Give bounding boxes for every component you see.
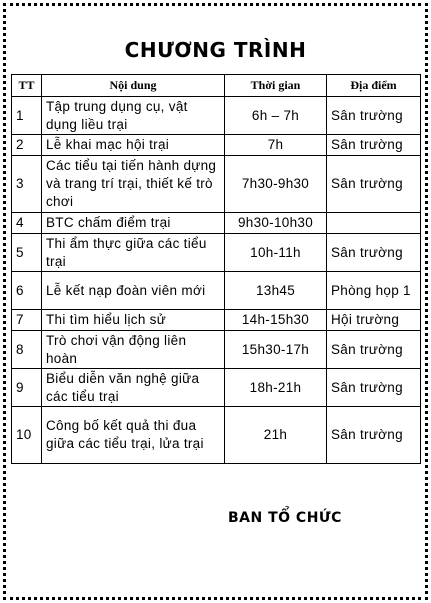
row-place: Hội trường: [327, 310, 421, 331]
row-number: 6: [12, 272, 42, 310]
row-place: Sân trường: [327, 369, 421, 407]
row-number: 10: [12, 407, 42, 464]
row-time: 7h30-9h30: [225, 156, 327, 213]
table-row: [12, 135, 421, 156]
organizer-signature: BAN TỔ CHỨC: [228, 510, 342, 526]
row-time: 14h-15h30: [225, 310, 327, 331]
row-place: Sân trường: [327, 135, 421, 156]
row-number: 3: [12, 156, 42, 213]
row-time: 7h: [225, 135, 327, 156]
table-row: [12, 234, 421, 272]
row-content: Công bố kết quả thi đua giữa các tiểu trại, lửa trại: [42, 407, 225, 464]
row-number: 8: [12, 331, 42, 369]
row-place: [327, 213, 421, 234]
table-header-row: [12, 75, 421, 97]
table-row: [12, 213, 421, 234]
table-row: [12, 156, 421, 213]
table-row: [12, 272, 421, 310]
schedule-table: [11, 74, 421, 464]
row-place: Phòng họp 1: [327, 272, 421, 310]
table-row: [12, 369, 421, 407]
row-time: 10h-11h: [225, 234, 327, 272]
row-content: Các tiểu tại tiến hành dựng và trang trí trại, thiết kế trò chơi: [42, 156, 225, 213]
row-time: 18h-21h: [225, 369, 327, 407]
row-time: 15h30-17h: [225, 331, 327, 369]
row-content: Lễ khai mạc hội trại: [42, 135, 225, 156]
row-time: 21h: [225, 407, 327, 464]
header-time: Thời gian: [225, 75, 327, 97]
row-content: BTC chấm điểm trại: [42, 213, 225, 234]
row-place: Sân trường: [327, 331, 421, 369]
table-row: [12, 407, 421, 464]
page-title: CHƯƠNG TRÌNH: [124, 38, 307, 62]
header-tt: TT: [12, 75, 42, 97]
row-content: Thi tìm hiểu lịch sử: [42, 310, 225, 331]
row-number: 4: [12, 213, 42, 234]
row-place: Sân trường: [327, 407, 421, 464]
row-number: 1: [12, 97, 42, 135]
row-time: 6h – 7h: [225, 97, 327, 135]
table-row: [12, 97, 421, 135]
row-place: Sân trường: [327, 156, 421, 213]
row-number: 2: [12, 135, 42, 156]
table-row: [12, 310, 421, 331]
row-time: 13h45: [225, 272, 327, 310]
row-content: Trò chơi vận động liên hoàn: [42, 331, 225, 369]
row-time: 9h30-10h30: [225, 213, 327, 234]
row-content: Tập trung dụng cụ, vật dụng liều trại: [42, 97, 225, 135]
table-row: [12, 331, 421, 369]
row-place: Sân trường: [327, 234, 421, 272]
row-content: Thi ẩm thực giữa các tiểu trại: [42, 234, 225, 272]
row-content: Lễ kết nạp đoàn viên mới: [42, 272, 225, 310]
row-number: 9: [12, 369, 42, 407]
row-number: 7: [12, 310, 42, 331]
header-place: Địa điểm: [327, 75, 421, 97]
header-content: Nội dung: [42, 75, 225, 97]
row-content: Biểu diễn văn nghệ giữa các tiểu trại: [42, 369, 225, 407]
row-number: 5: [12, 234, 42, 272]
row-place: Sân trường: [327, 97, 421, 135]
